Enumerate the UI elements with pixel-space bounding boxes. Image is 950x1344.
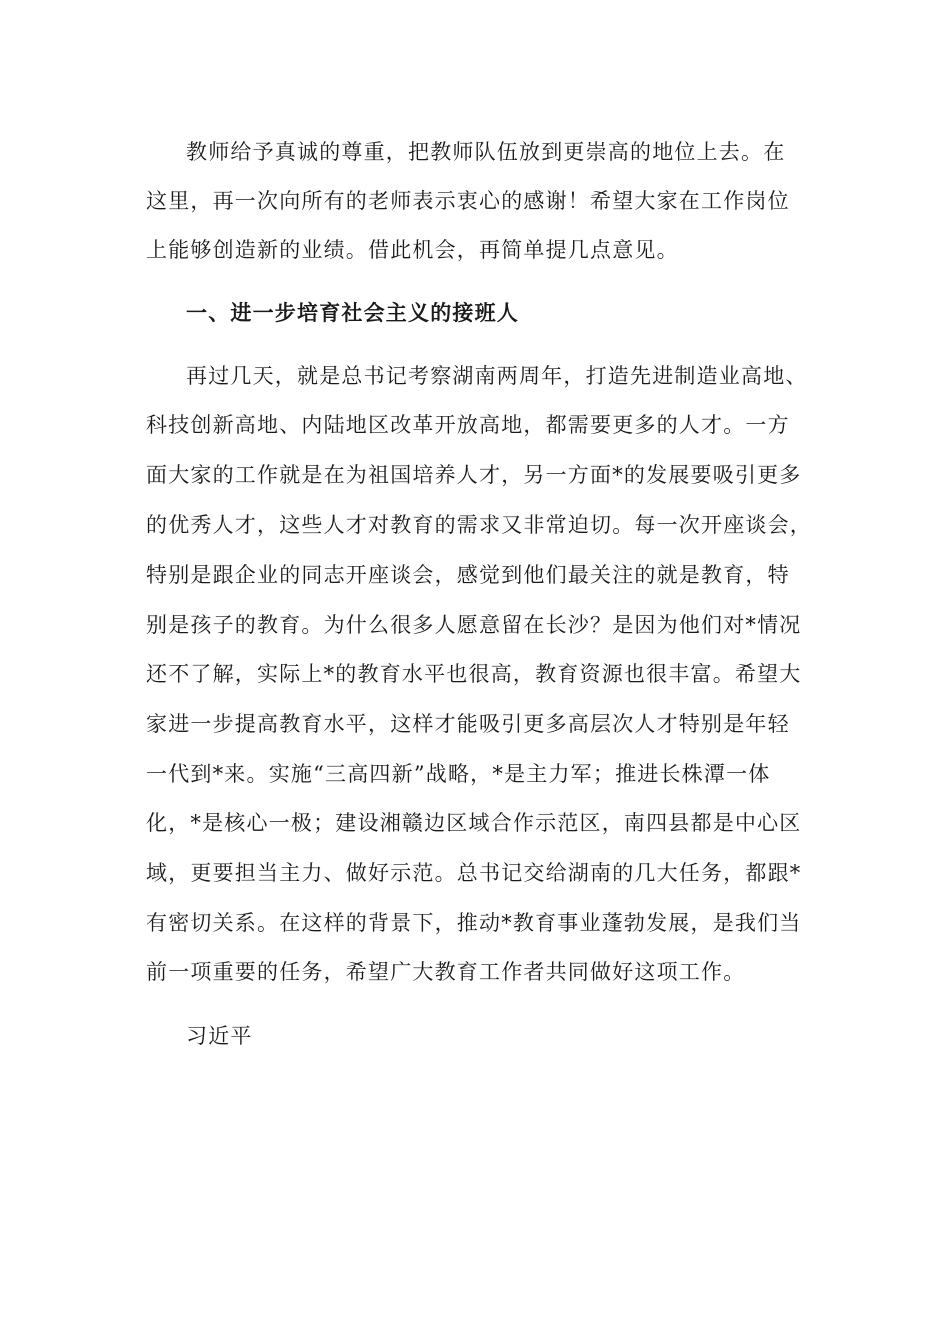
body-line-12: 有密切关系。在这样的背景下，推动*教育事业蓬勃发展，是我们当	[146, 911, 802, 935]
signature: 习近平	[186, 1024, 253, 1048]
body-line-11: 域，更要担当主力、做好示范。总书记交给湖南的几大任务，都跟*	[146, 861, 802, 885]
body-line-2: 科技创新高地、内陆地区改革开放高地，都需要更多的人才。一方	[146, 413, 790, 437]
intro-line-3: 上能够创造新的业绩。借此机会，再简单提几点意见。	[146, 238, 679, 262]
body-line-7: 还不了解，实际上*的教育水平也很高，教育资源也很丰富。希望大	[146, 662, 802, 686]
body-line-3: 面大家的工作就是在为祖国培养人才，另一方面*的发展要吸引更多	[146, 463, 802, 487]
body-line-4: 的优秀人才，这些人才对教育的需求又非常迫切。每一次开座谈会，	[146, 513, 812, 537]
intro-line-2: 这里，再一次向所有的老师表示衷心的感谢！希望大家在工作岗位	[146, 189, 790, 213]
body-line-1: 再过几天，就是总书记考察湖南两周年，打造先进制造业高地、	[186, 364, 808, 388]
intro-line-1: 教师给予真诚的尊重，把教师队伍放到更崇高的地位上去。在	[186, 140, 786, 164]
section-heading: 一、进一步培育社会主义的接班人	[186, 300, 519, 325]
body-line-8: 家进一步提高教育水平，这样才能吸引更多高层次人才特别是年轻	[146, 712, 790, 736]
body-line-9: 一代到*来。实施“三高四新”战略，*是主力军；推进长株潭一体	[146, 762, 771, 786]
body-line-6: 别是孩子的教育。为什么很多人愿意留在长沙？是因为他们对*情况	[146, 613, 802, 637]
body-line-5: 特别是跟企业的同志开座谈会，感觉到他们最关注的就是教育，特	[146, 563, 790, 587]
body-line-10: 化，*是核心一极；建设湘赣边区域合作示范区，南四县都是中心区	[146, 811, 802, 835]
body-line-13: 前一项重要的任务，希望广大教育工作者共同做好这项工作。	[146, 960, 746, 984]
